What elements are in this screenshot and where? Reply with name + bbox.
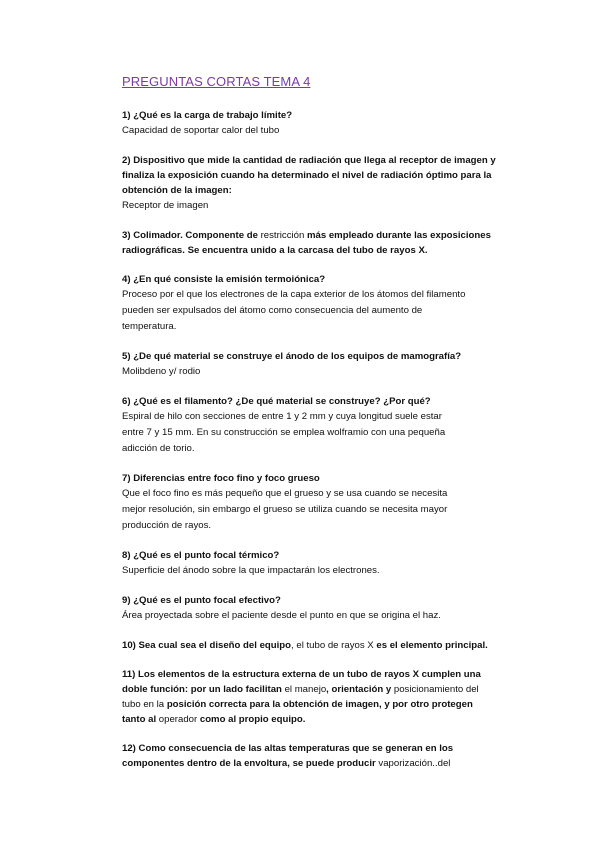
question-text-line — [122, 756, 512, 771]
bold-fragment: 10) Sea cual sea el diseño del equipo — [122, 640, 292, 651]
answer-text: Superficie del ánodo sobre la que impactarán los electrones. — [122, 565, 380, 576]
bold-fragment: doble función: por un lado facilitan — [122, 684, 285, 695]
question-item-3 — [122, 228, 512, 258]
question-text-line — [122, 228, 512, 243]
normal-fragment: vaporización..del — [378, 758, 451, 769]
question-text: 8) ¿Qué es el punto focal térmico? — [122, 550, 280, 561]
answer-text-line: Que el foco fino es más pequeño que el grueso y se usa cuando se necesita — [122, 488, 448, 499]
answer-text-line: entre 7 y 15 mm. En su construcción se emplea wolframio con una pequeña — [122, 427, 446, 438]
normal-fragment: posicionamiento del — [393, 684, 479, 695]
question-text-line — [122, 638, 512, 653]
answer-text: Capacidad de soportar calor del tubo — [122, 125, 280, 136]
question-item-9 — [122, 593, 512, 624]
question-text-line — [122, 682, 512, 697]
answer-text-line: mejor resolución, sin embargo el grueso se utiliza cuando se necesita mayor — [122, 504, 448, 515]
normal-fragment: tubo en la — [122, 699, 167, 710]
question-item-8 — [122, 548, 512, 579]
question-list — [122, 108, 512, 785]
bold-fragment: 3) Colimador. Componente de — [122, 230, 261, 241]
bold-fragment: posición correcta para la obtención de imagen, y por otro protegen — [166, 699, 473, 710]
bold-fragment: , orientación y — [326, 684, 394, 695]
question-text: 4) ¿En qué consiste la emisión termoiónica? — [122, 274, 326, 285]
normal-fragment: , el tubo de rayos X — [291, 640, 377, 651]
answer-text: Área proyectada sobre el paciente desde el punto en que se origina el haz. — [122, 610, 441, 621]
bold-fragment: tanto al — [122, 714, 159, 725]
question-text-line — [122, 697, 512, 712]
page-title: PREGUNTAS CORTAS TEMA 4 — [122, 74, 311, 89]
normal-fragment: operador — [158, 714, 200, 725]
answer-text-line: pueden ser expulsados del átomo como consecuencia del aumento de — [122, 305, 423, 316]
answer-text: Molibdeno y/ rodio — [122, 366, 201, 377]
question-text-line: 2) Dispositivo que mide la cantidad de radiación que llega al receptor de imagen y — [122, 155, 496, 166]
question-text: 5) ¿De qué material se construye el ánodo de los equipos de mamografía? — [122, 351, 462, 362]
normal-fragment: restricción — [260, 230, 305, 241]
question-item-11 — [122, 667, 512, 727]
question-item-12 — [122, 741, 512, 771]
question-text-line: obtención de la imagen: — [122, 185, 232, 196]
answer-text-line: adicción de torio. — [122, 443, 195, 454]
bold-fragment: como al propio equipo. — [199, 714, 306, 725]
question-text-line: radiográficas. Se encuentra unido a la carcasa del tubo de rayos X. — [122, 245, 428, 256]
bold-fragment: más empleado durante las exposiciones — [304, 230, 491, 241]
question-text-line: 12) Como consecuencia de las altas temperaturas que se generan en los — [122, 743, 454, 754]
question-item-7 — [122, 471, 512, 534]
answer-text-line: producción de rayos. — [122, 520, 212, 531]
question-item-4 — [122, 272, 512, 335]
answer-text-line: Proceso por el que los electrones de la capa exterior de los átomos del filamento — [122, 289, 466, 300]
question-item-6 — [122, 394, 512, 457]
answer-text: Receptor de imagen — [122, 200, 209, 211]
normal-fragment: el manejo — [284, 684, 327, 695]
question-text-line: finaliza la exposición cuando ha determinado el nivel de radiación óptimo para la — [122, 170, 492, 181]
bold-fragment: es el elemento principal. — [376, 640, 488, 651]
question-text-line — [122, 712, 512, 727]
question-item-10 — [122, 638, 512, 653]
question-item-2 — [122, 153, 512, 214]
answer-text-line: Espiral de hilo con secciones de entre 1 y 2 mm y cuya longitud suele estar — [122, 411, 442, 422]
question-text: 9) ¿Qué es el punto focal efectivo? — [122, 595, 281, 606]
question-text: 1) ¿Qué es la carga de trabajo límite? — [122, 110, 293, 121]
question-item-5 — [122, 349, 512, 380]
answer-text-line: temperatura. — [122, 321, 177, 332]
bold-fragment: componentes dentro de la envoltura, se puede producir — [122, 758, 379, 769]
question-text: 6) ¿Qué es el filamento? ¿De qué material se construye? ¿Por qué? — [122, 396, 431, 407]
question-item-1 — [122, 108, 512, 139]
question-text: 7) Diferencias entre foco fino y foco grueso — [122, 473, 320, 484]
question-text-line: 11) Los elementos de la estructura externa de un tubo de rayos X cumplen una — [122, 669, 481, 680]
